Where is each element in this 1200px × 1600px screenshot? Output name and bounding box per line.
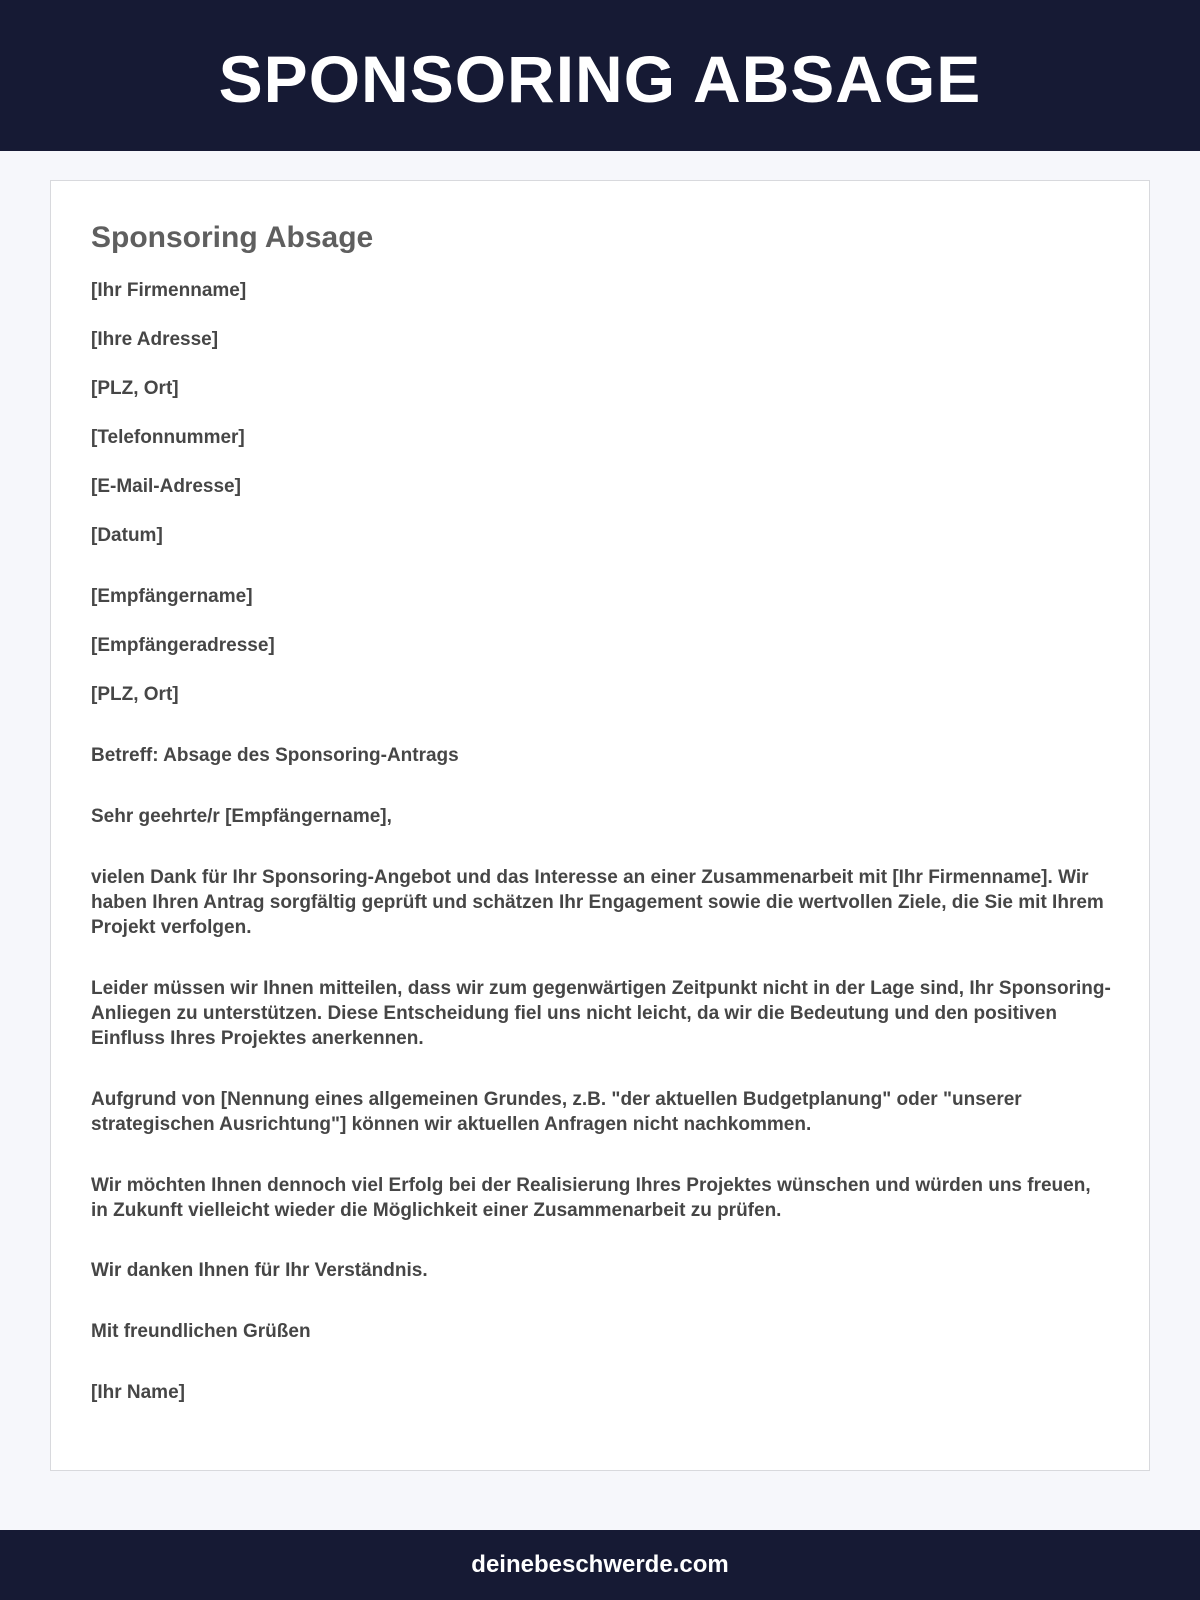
recipient-name: [Empfängername]	[91, 586, 253, 607]
recipient-address: [Empfängeradresse]	[91, 635, 275, 656]
letter-paragraph: Aufgrund von [Nennung eines allgemeinen Grundes, z.B. "der aktuellen Budgetplanung" oder "unserer strategischen Ausrichtung"] können wir aktuellen Anfragen nicht nachkommen.	[91, 1089, 1022, 1135]
letter-paragraph: Wir möchten Ihnen dennoch viel Erfolg bei der Realisierung Ihres Projektes wünschen und würden uns freuen, in Zukunft vielleicht wieder die Möglichkeit einer Zusammenarbeit zu prüfen.	[91, 1175, 1091, 1221]
sender-address: [Ihre Adresse]	[91, 329, 219, 350]
letter-title: Sponsoring Absage	[91, 221, 374, 254]
letter-closing: Mit freundlichen Grüßen	[91, 1321, 311, 1342]
sender-email: [E-Mail-Adresse]	[91, 476, 241, 497]
page-header	[0, 0, 1200, 151]
letter-date: [Datum]	[91, 525, 163, 546]
letter-signature: [Ihr Name]	[91, 1382, 185, 1403]
letter-paragraph: vielen Dank für Ihr Sponsoring-Angebot und das Interesse an einer Zusammenarbeit mit [Ihr Firmenname]. Wir haben Ihren Antrag sorgfältig geprüft und schätzen Ihr Engagement sowie die wertvollen Ziele, die Sie mit Ihrem Projekt verfolgen.	[91, 867, 1104, 938]
footer-site-link[interactable]: deinebeschwerde.com	[471, 1551, 729, 1578]
sender-company: [Ihr Firmenname]	[91, 280, 247, 301]
page-title: SPONSORING ABSAGE	[218, 41, 982, 116]
page-footer	[0, 1530, 1200, 1600]
sender-phone: [Telefonnummer]	[91, 427, 245, 448]
sender-zip-city: [PLZ, Ort]	[91, 378, 179, 399]
letter-paragraph: Leider müssen wir Ihnen mitteilen, dass wir zum gegenwärtigen Zeitpunkt nicht in der Lage sind, Ihr Sponsoring-Anliegen zu unterstützen. Diese Entscheidung fiel uns nicht leicht, da wir die Bedeutung und den positiven Einfluss Ihres Projektes anerkennen.	[91, 978, 1111, 1049]
letter-subject: Betreff: Absage des Sponsoring-Antrags	[91, 745, 459, 766]
recipient-zip-city: [PLZ, Ort]	[91, 684, 179, 705]
letter-salutation: Sehr geehrte/r [Empfängername],	[91, 806, 392, 827]
letter-paragraph: Wir danken Ihnen für Ihr Verständnis.	[91, 1260, 428, 1281]
letter-card	[50, 180, 1150, 1471]
